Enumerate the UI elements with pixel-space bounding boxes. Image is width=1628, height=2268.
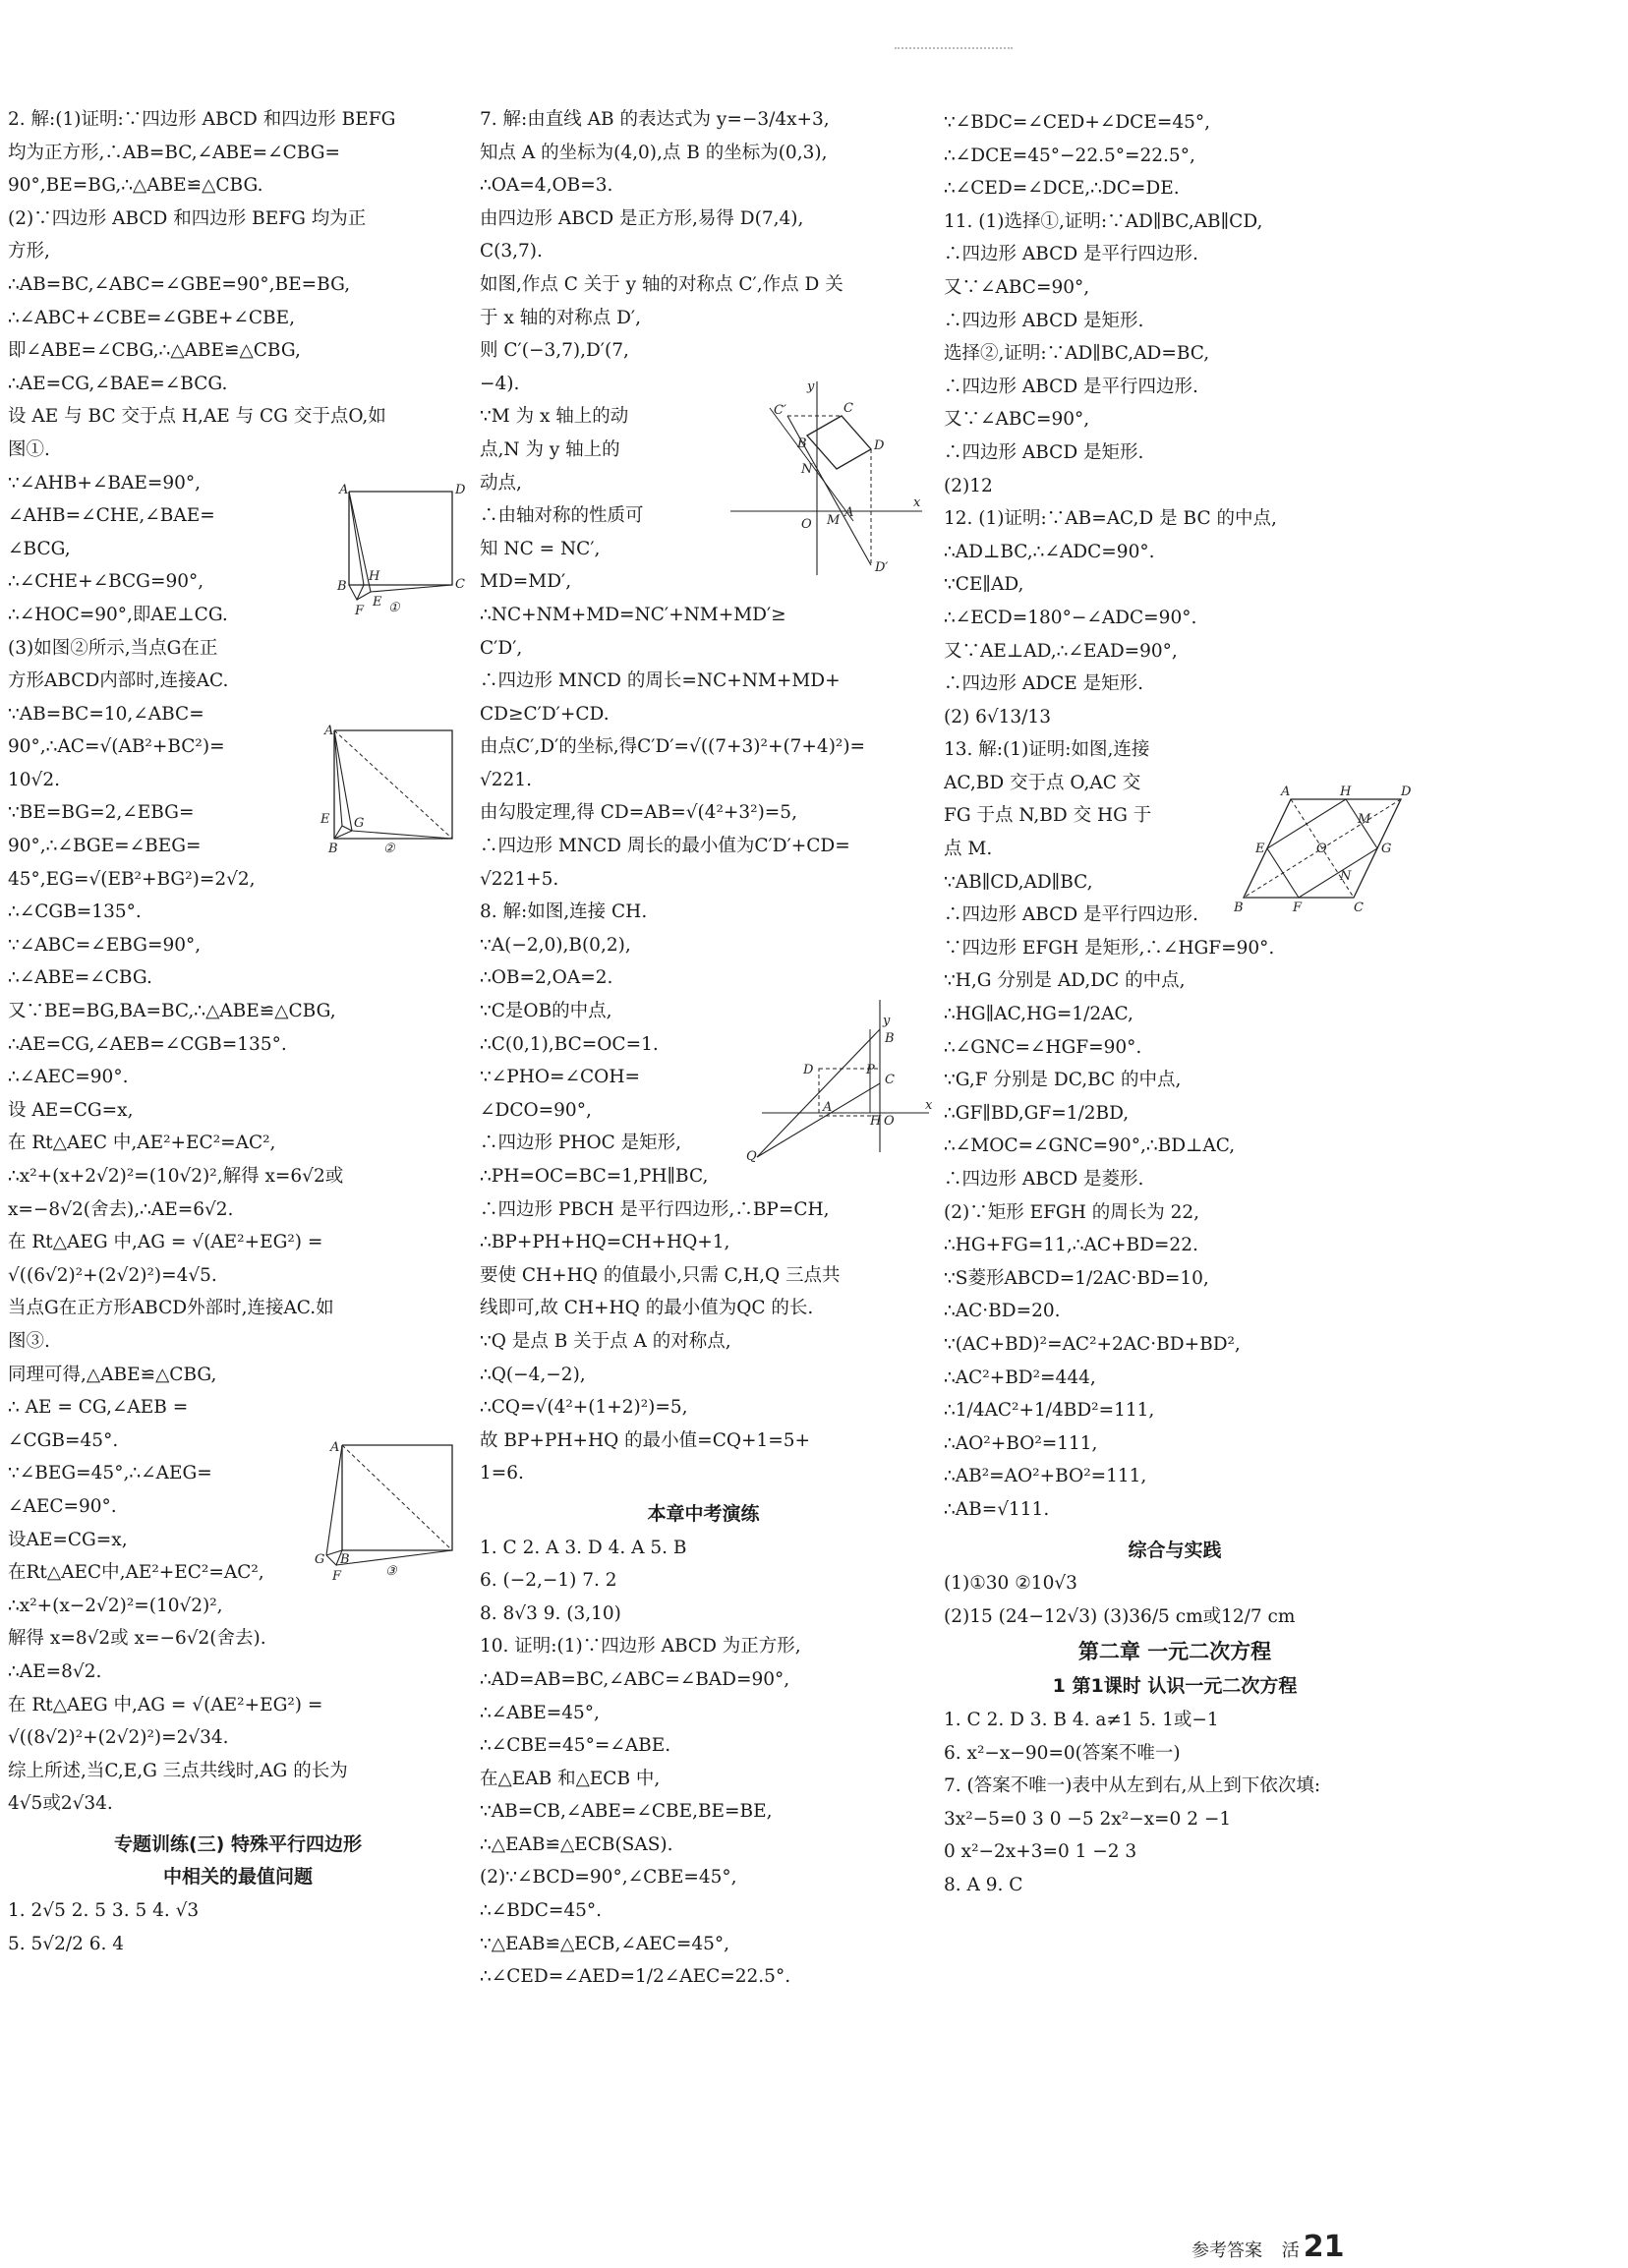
text-line: ∴四边形 ABCD 是菱形. <box>944 1169 1144 1190</box>
text-line: ∴AB=√111. <box>944 1498 1050 1520</box>
text-line: 要使 CH+HQ 的值最小,只需 C,H,Q 三点共 <box>480 1264 841 1286</box>
text-line: 知点 A 的坐标为(4,0),点 B 的坐标为(0,3), <box>480 142 828 163</box>
footer-label: 参考答案 <box>1192 2240 1262 2261</box>
text-line: 12. (1)证明:∵AB=AC,D 是 BC 的中点, <box>944 508 1277 530</box>
text-line: ∴HG∥AC,HG=1/2AC, <box>944 1004 1134 1025</box>
text-line: ∵AB=CB,∠ABE=∠CBE,BE=BE, <box>480 1801 773 1823</box>
label-B: B <box>340 1552 350 1567</box>
label-B: B <box>797 436 807 451</box>
label-N: N <box>801 462 813 477</box>
figure-number: ① <box>388 601 400 615</box>
text-line: ∴∠BDC=45°. <box>480 1900 603 1922</box>
text-line: ∵M 为 x 轴上的动 <box>480 406 629 428</box>
figure-3 <box>315 1437 462 1585</box>
label-N: N <box>1340 869 1352 884</box>
label-O: O <box>1316 842 1327 856</box>
label-F: F <box>332 1569 342 1584</box>
text-line: 6. x²−x−90=0(答案不唯一) <box>944 1742 1181 1764</box>
text-line: ∴∠CED=∠DCE,∴DC=DE. <box>944 178 1180 200</box>
text-line: ∴四边形 ABCD 是平行四边形. <box>944 904 1198 926</box>
text-line: ∵G,F 分别是 DC,BC 的中点, <box>944 1070 1182 1091</box>
label-P: P <box>866 1063 875 1077</box>
text-line: ∴AC²+BD²=444, <box>944 1367 1096 1388</box>
text-line: ∴CQ=√(4²+(1+2)²)=5, <box>480 1397 688 1419</box>
text-line: ∴PH=OC=BC=1,PH∥BC, <box>480 1166 709 1187</box>
text-line: 同理可得,△ABE≌△CBG, <box>8 1364 217 1385</box>
text-line: ∴x²+(x+2√2)²=(10√2)²,解得 x=6√2或 <box>8 1166 344 1187</box>
text-line: ∵BE=BG=2,∠EBG= <box>8 802 195 824</box>
text-line: ∴x²+(x−2√2)²=(10√2)², <box>8 1595 223 1616</box>
text-line: 由四边形 ABCD 是正方形,易得 D(7,4), <box>480 207 804 229</box>
text-line: 10. 证明:(1)∵四边形 ABCD 为正方形, <box>480 1636 801 1657</box>
text-line: ∴OB=2,OA=2. <box>480 967 613 989</box>
text-line: ∴Q(−4,−2), <box>480 1364 586 1385</box>
answer-line: 5. 5√2/2 6. 4 <box>8 1933 125 1954</box>
text-line: ∴四边形 ABCD 是平行四边形. <box>944 376 1198 397</box>
text-line: AC,BD 交于点 O,AC 交 <box>944 772 1141 793</box>
text-line: ∴C(0,1),BC=OC=1. <box>480 1033 659 1055</box>
text-line: ∴AD=AB=BC,∠ABC=∠BAD=90°, <box>480 1668 790 1690</box>
label-B: B <box>885 1031 895 1046</box>
text-line: ∴∠ECD=180°−∠ADC=90°. <box>944 607 1197 628</box>
text-line: ∵(AC+BD)²=AC²+2AC·BD+BD², <box>944 1333 1241 1355</box>
text-line: ∵C是OB的中点, <box>480 1001 612 1022</box>
text-line: 又∵AE⊥AD,∴∠EAD=90°, <box>944 640 1178 662</box>
figure-number: ② <box>383 842 395 856</box>
section-heading: 综合与实践 <box>1128 1539 1222 1561</box>
text-line: ∴OA=4,OB=3. <box>480 175 613 197</box>
text-line: ∵四边形 EFGH 是矩形,∴∠HGF=90°. <box>944 937 1275 959</box>
label-E: E <box>320 812 330 827</box>
text-line: 在△EAB 和△ECB 中, <box>480 1768 661 1789</box>
text-line: 于 x 轴的对称点 D′, <box>480 307 641 328</box>
text-line: 由点C′,D′的坐标,得C′D′=√((7+3)²+(7+4)²)= <box>480 736 866 758</box>
text-line: ∴∠CBE=45°=∠ABE. <box>480 1735 671 1757</box>
text-line: ∴由轴对称的性质可 <box>480 505 644 527</box>
label-G: G <box>354 816 365 831</box>
label-D: D <box>1401 785 1411 799</box>
label-A: A <box>1281 785 1291 799</box>
text-line: 8. A 9. C <box>944 1874 1023 1895</box>
text-line: 10√2. <box>8 769 60 790</box>
label-C: C <box>843 401 853 416</box>
label-D: D <box>803 1063 814 1077</box>
text-line: 故 BP+PH+HQ 的最小值=CQ+1=5+ <box>480 1429 811 1451</box>
label-Q: Q <box>746 1149 757 1162</box>
text-line: ∵S菱形ABCD=1/2AC·BD=10, <box>944 1267 1209 1289</box>
text-line: 3x²−5=0 3 0 −5 2x²−x=0 2 −1 <box>944 1808 1232 1830</box>
text-line: ∴△EAB≌△ECB(SAS). <box>480 1833 673 1855</box>
label-A: A <box>823 1100 833 1115</box>
text-line: 由勾股定理,得 CD=AB=√(4²+3²)=5, <box>480 802 797 824</box>
text-line: 又∵∠ABC=90°, <box>944 276 1090 298</box>
text-line: ∴∠CGB=135°. <box>8 901 142 923</box>
text-line: ∴∠HOC=90°,即AE⊥CG. <box>8 604 228 625</box>
text-line: ∴NC+NM+MD=NC′+NM+MD′≥ <box>480 604 786 625</box>
label-O: O <box>801 517 812 532</box>
label-F: F <box>355 604 365 618</box>
text-line: 综上所述,当C,E,G 三点共线时,AG 的长为 <box>8 1760 348 1781</box>
section-heading: 专题训练(三) 特殊平行四边形 <box>114 1832 362 1855</box>
text-line: 0 x²−2x+3=0 1 −2 3 <box>944 1841 1137 1863</box>
text-line: 设AE=CG=x, <box>8 1529 128 1550</box>
text-line: ∵∠AHB+∠BAE=90°, <box>8 472 201 494</box>
text-line: 解得 x=8√2或 x=−6√2(舍去). <box>8 1628 266 1650</box>
footer-brand: 活 <box>1281 2240 1300 2261</box>
label-C-prime: C′ <box>774 403 786 418</box>
text-line: 图①. <box>8 438 50 460</box>
text-line: 当点G在正方形ABCD外部时,连接AC.如 <box>8 1298 334 1319</box>
text-line: 又∵∠ABC=90°, <box>944 409 1090 431</box>
text-line: ∴AB²=AO²+BO²=111, <box>944 1466 1147 1487</box>
figure-2 <box>315 723 462 860</box>
text-line: 11. (1)选择①,证明:∵AD∥BC,AB∥CD, <box>944 210 1263 232</box>
chapter-title: 第二章 一元二次方程 <box>1077 1640 1272 1664</box>
text-line: (2)∵∠BCD=90°,∠CBE=45°, <box>480 1867 737 1889</box>
figure-1 <box>329 482 467 629</box>
text-line: ∵∠BDC=∠CED+∠DCE=45°, <box>944 112 1211 133</box>
text-line: ∴AC·BD=20. <box>944 1301 1061 1322</box>
section-heading: 本章中考演练 <box>647 1502 760 1525</box>
text-line: ∴∠MOC=∠GNC=90°,∴BD⊥AC, <box>944 1135 1236 1157</box>
text-line: 方形ABCD内部时,连接AC. <box>8 670 229 692</box>
text-line: 设 AE=CG=x, <box>8 1099 134 1121</box>
text-line: ∴AE=8√2. <box>8 1660 102 1682</box>
text-line: 7. (答案不唯一)表中从左到右,从上到下依次填: <box>944 1775 1321 1797</box>
text-line: ∵A(−2,0),B(0,2), <box>480 934 631 956</box>
text-line: ∵∠BEG=45°,∴∠AEG= <box>8 1463 212 1484</box>
text-line: ∴四边形 ABCD 是矩形. <box>944 441 1144 463</box>
text-line: (2)∵矩形 EFGH 的周长为 22, <box>944 1201 1200 1223</box>
text-line: 即∠ABE=∠CBG,∴△ABE≌△CBG, <box>8 340 301 362</box>
text-line: 90°,∴∠BGE=∠BEG= <box>8 836 202 857</box>
text-line: ∵AB∥CD,AD∥BC, <box>944 871 1093 893</box>
lesson-title: 1 第1课时 认识一元二次方程 <box>1052 1675 1298 1698</box>
text-line: x=−8√2(舍去),∴AE=6√2. <box>8 1198 234 1220</box>
label-O: O <box>884 1114 895 1129</box>
text-line: 设 AE 与 BC 交于点 H,AE 与 CG 交于点O,如 <box>8 406 386 428</box>
figure-7 <box>730 378 927 580</box>
text-line: 图③. <box>8 1330 50 1352</box>
text-line: 点,N 为 y 轴上的 <box>480 438 620 460</box>
text-line: ∵Q 是点 B 关于点 A 的对称点, <box>480 1330 731 1352</box>
figure-13 <box>1234 782 1411 919</box>
figure-8 <box>742 995 939 1162</box>
text-line: C′D′, <box>480 637 523 659</box>
text-line: 4√5或2√34. <box>8 1793 113 1815</box>
text-line: ∵AB=BC=10,∠ABC= <box>8 703 204 725</box>
text-line: √221+5. <box>480 868 559 890</box>
text-line: ∴∠ABC+∠CBE=∠GBE+∠CBE, <box>8 307 295 328</box>
text-line: 6. (−2,−1) 7. 2 <box>480 1570 617 1592</box>
label-y: y <box>807 379 815 394</box>
text-line: ∴四边形 MNCD 的周长=NC+NM+MD+ <box>480 670 841 692</box>
text-line: 选择②,证明:∵AD∥BC,AD=BC, <box>944 343 1210 365</box>
text-line: ∴∠AEC=90°. <box>8 1067 129 1088</box>
text-line: 90°,BE=BG,∴△ABE≌△CBG. <box>8 175 263 197</box>
text-line: ∴∠GNC=∠HGF=90°. <box>944 1036 1142 1058</box>
label-x: x <box>913 495 921 510</box>
label-G: G <box>1381 842 1392 856</box>
text-line: 线即可,故 CH+HQ 的最小值为QC 的长. <box>480 1298 814 1319</box>
text-line: ∴四边形 ABCD 是矩形. <box>944 310 1144 331</box>
text-line: 在 Rt△AEC 中,AE²+EC²=AC², <box>8 1133 276 1154</box>
text-line: 1. C 2. A 3. D 4. A 5. B <box>480 1537 687 1558</box>
text-line: ∴BP+PH+HQ=CH+HQ+1, <box>480 1232 730 1253</box>
label-x: x <box>925 1098 933 1113</box>
text-line: √221. <box>480 769 532 790</box>
label-E: E <box>373 595 382 610</box>
label-D: D <box>874 438 885 453</box>
label-D-prime: D′ <box>875 560 889 575</box>
text-line: (2)12 <box>944 475 993 496</box>
text-line: ∴四边形 PHOC 是矩形, <box>480 1133 682 1154</box>
label-A: A <box>330 1440 340 1455</box>
text-line: ∴∠DCE=45°−22.5°=22.5°, <box>944 145 1195 166</box>
label-B: B <box>328 842 338 856</box>
text-line: ∴∠ABE=∠CBG. <box>8 967 152 989</box>
label-C: C <box>1354 901 1364 915</box>
answer-line: (2)15 (24−12√3) (3)36/5 cm或12/7 cm <box>944 1605 1296 1627</box>
text-line: 在 Rt△AEG 中,AG = √(AE²+EG²) = <box>8 1694 323 1716</box>
label-H: H <box>1340 785 1352 799</box>
label-B: B <box>337 579 347 594</box>
text-line: 知 NC = NC′, <box>480 538 601 559</box>
text-line: ∵CE∥AD, <box>944 574 1024 596</box>
text-line: 在 Rt△AEG 中,AG = √(AE²+EG²) = <box>8 1232 323 1253</box>
text-line: ∴AE=CG,∠BAE=∠BCG. <box>8 373 228 394</box>
label-F: F <box>1293 901 1303 915</box>
answer-line: 1. 2√5 2. 5 3. 5 4. √3 <box>8 1900 200 1922</box>
text-line: ∴∠CHE+∠BCG=90°, <box>8 571 204 593</box>
label-H: H <box>369 569 380 584</box>
text-line: 在Rt△AEC中,AE²+EC²=AC², <box>8 1562 264 1584</box>
text-line: 90°,∴AC=√(AB²+BC²)= <box>8 736 225 758</box>
text-line: 则 C′(−3,7),D′(7, <box>480 340 629 362</box>
answer-line: (1)①30 ②10√3 <box>944 1573 1077 1595</box>
text-line: ∠CGB=45°. <box>8 1429 119 1451</box>
text-line: ∠DCO=90°, <box>480 1099 592 1121</box>
label-D: D <box>455 483 466 497</box>
text-line: ∴1/4AC²+1/4BD²=111, <box>944 1400 1155 1422</box>
text-line: 2. 解:(1)证明:∵四边形 ABCD 和四边形 BEFG <box>8 109 396 130</box>
text-line: ∴四边形 MNCD 周长的最小值为C′D′+CD= <box>480 836 850 857</box>
label-C: C <box>885 1073 895 1087</box>
text-line: 动点, <box>480 472 522 494</box>
text-line: ∵△EAB≌△ECB,∠AEC=45°, <box>480 1933 730 1954</box>
text-line: 13. 解:(1)证明:如图,连接 <box>944 739 1150 761</box>
text-line: ∴AD⊥BC,∴∠ADC=90°. <box>944 541 1155 562</box>
text-line: (3)如图②所示,当点G在正 <box>8 637 218 659</box>
page-number: 21 <box>1303 2230 1345 2264</box>
text-line: ∵H,G 分别是 AD,DC 的中点, <box>944 970 1186 992</box>
text-line: 方形, <box>8 241 50 262</box>
text-line: FG 于点 N,BD 交 HG 于 <box>944 805 1152 827</box>
section-heading: 中相关的最值问题 <box>162 1866 313 1889</box>
text-line: 如图,作点 C 关于 y 轴的对称点 C′,作点 D 关 <box>480 273 843 295</box>
text-line: ∴四边形 ADCE 是矩形. <box>944 673 1143 695</box>
text-line: (2)∵四边形 ABCD 和四边形 BEFG 均为正 <box>8 207 367 229</box>
text-line: ∴四边形 PBCH 是平行四边形,∴BP=CH, <box>480 1198 830 1220</box>
label-A: A <box>844 505 854 520</box>
label-M: M <box>827 513 841 528</box>
text-line: √((6√2)²+(2√2)²)=4√5. <box>8 1264 217 1286</box>
page-footer <box>1192 2230 1344 2264</box>
text-line: ∴AB=BC,∠ABC=∠GBE=90°,BE=BG, <box>8 273 351 295</box>
text-line: 1=6. <box>480 1463 524 1484</box>
label-C: C <box>455 577 465 592</box>
label-B: B <box>1234 901 1244 915</box>
text-line: ∴∠CED=∠AED=1/2∠AEC=22.5°. <box>480 1966 791 1988</box>
right-column <box>944 106 1406 1901</box>
text-line: ∴ AE = CG,∠AEB = <box>8 1397 189 1419</box>
text-line: ∵∠PHO=∠COH= <box>480 1067 640 1088</box>
text-line: √((8√2)²+(2√2)²)=2√34. <box>8 1727 229 1749</box>
label-A: A <box>324 724 334 738</box>
text-line: ∴HG+FG=11,∴AC+BD=22. <box>944 1235 1198 1256</box>
label-H: H <box>870 1114 882 1129</box>
text-line: ∠AHB=∠CHE,∠BAE= <box>8 505 215 527</box>
text-line: ∠AEC=90°. <box>8 1495 117 1517</box>
figure-number: ③ <box>385 1564 397 1579</box>
text-line: CD≥C′D′+CD. <box>480 703 610 725</box>
text-line: MD=MD′, <box>480 571 572 593</box>
text-line: ∴AO²+BO²=111, <box>944 1432 1098 1454</box>
text-line: C(3,7). <box>480 241 543 262</box>
left-column <box>8 103 468 1960</box>
text-line: 8. 8√3 9. (3,10) <box>480 1602 621 1624</box>
label-G: G <box>315 1552 325 1567</box>
text-line: ∴AE=CG,∠AEB=∠CGB=135°. <box>8 1033 287 1055</box>
label-M: M <box>1358 812 1371 827</box>
text-line: ∠BCG, <box>8 538 71 559</box>
text-line: 点 M. <box>944 839 993 860</box>
label-A: A <box>339 483 349 497</box>
text-line: 均为正方形,∴AB=BC,∠ABE=∠CBG= <box>8 142 340 163</box>
label-E: E <box>1255 842 1265 856</box>
text-line: 8. 解:如图,连接 CH. <box>480 901 648 923</box>
text-line: (2) 6√13/13 <box>944 706 1051 727</box>
label-y: y <box>883 1014 891 1028</box>
text-line: ∵∠ABC=∠EBG=90°, <box>8 934 202 956</box>
text-line: 又∵BE=BG,BA=BC,∴△ABE≌△CBG, <box>8 1001 336 1022</box>
text-line: 45°,EG=√(EB²+BG²)=2√2, <box>8 868 256 890</box>
text-line: ∴四边形 ABCD 是平行四边形. <box>944 244 1198 265</box>
top-mark <box>895 47 1013 52</box>
text-line: ∴GF∥BD,GF=1/2BD, <box>944 1102 1130 1124</box>
text-line: ∴∠ABE=45°, <box>480 1702 600 1723</box>
text-line: 1. C 2. D 3. B 4. a≠1 5. 1或−1 <box>944 1709 1219 1730</box>
text-line: 7. 解:由直线 AB 的表达式为 y=−3/4x+3, <box>480 109 830 130</box>
text-line: −4). <box>480 373 520 394</box>
